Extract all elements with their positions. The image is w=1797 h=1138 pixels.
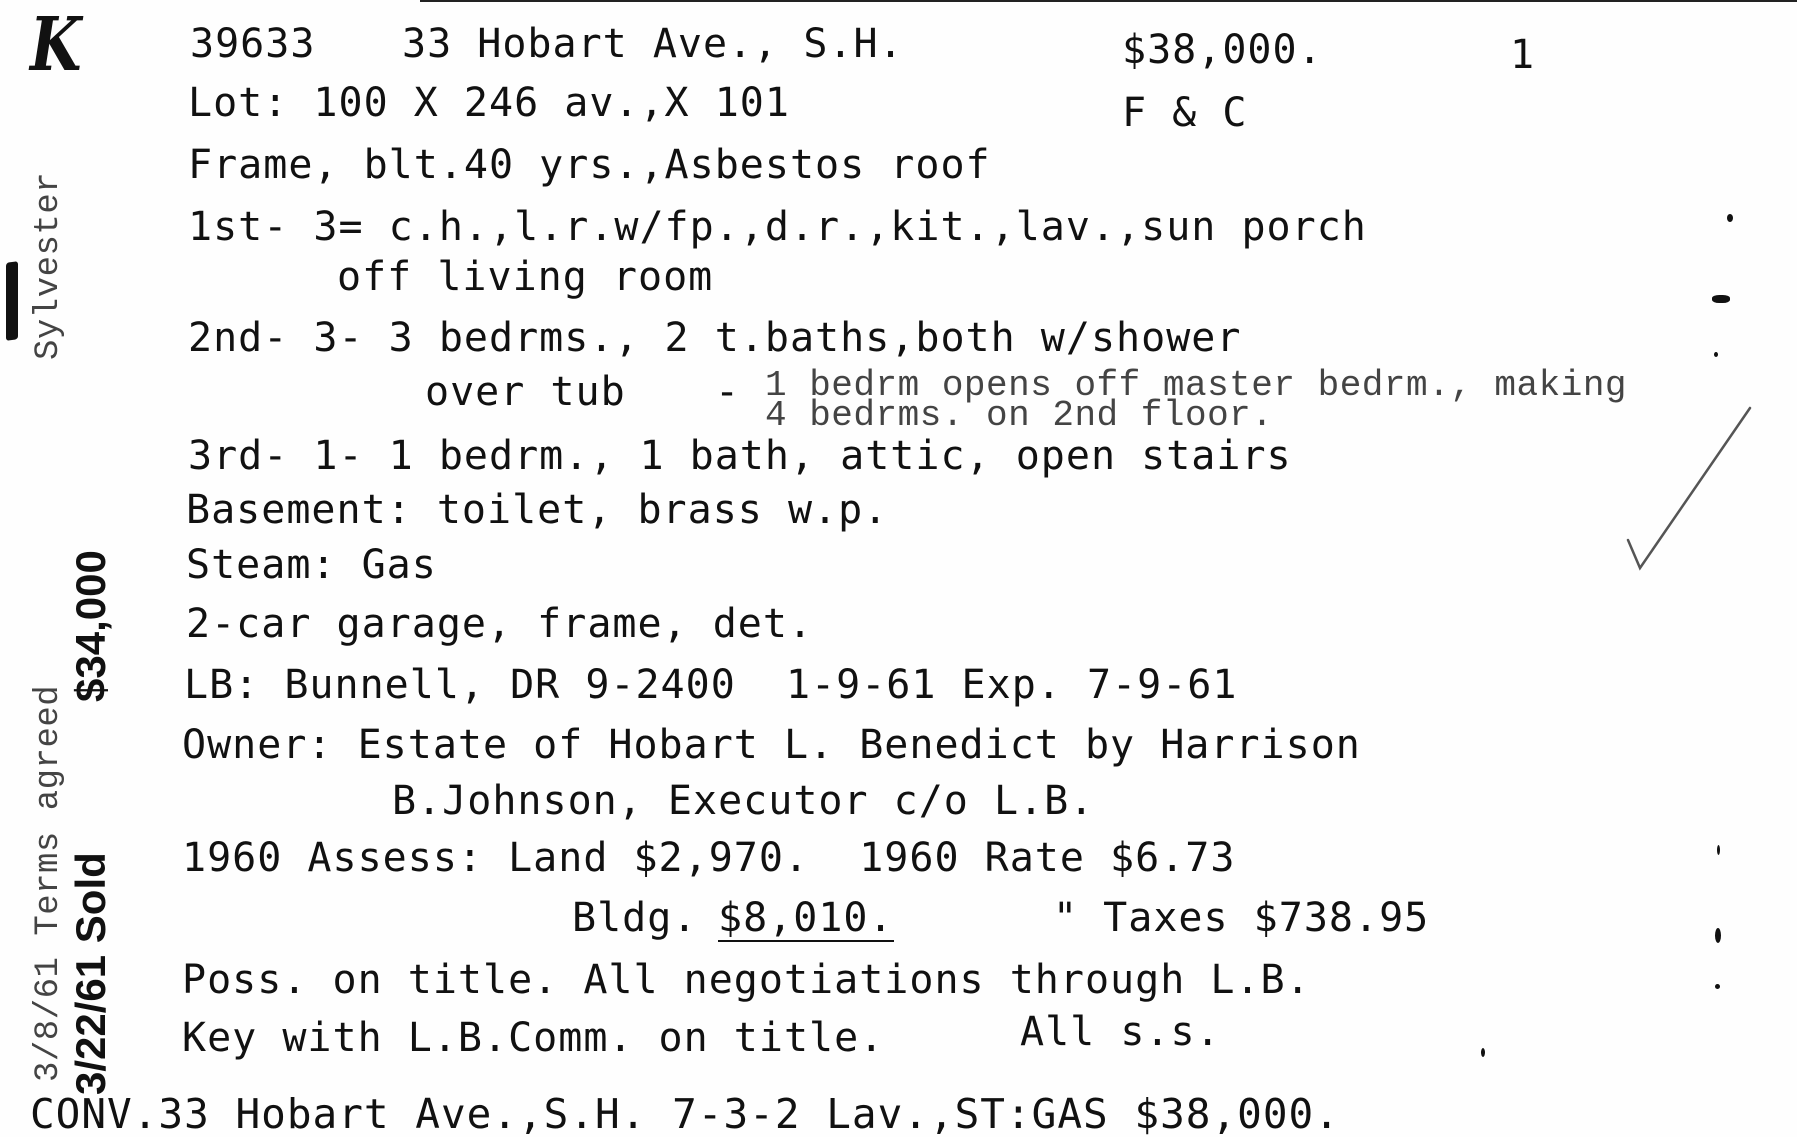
basement-details: Basement: toilet, brass w.p.: [186, 487, 889, 533]
possession-terms: Poss. on title. All negotiations through L.B.: [182, 957, 1311, 1003]
margin-stamp-sold-price: $34,000: [67, 550, 114, 702]
property-address: 33 Hobart Ave., S.H.: [402, 21, 904, 67]
assessment-building-value: $8,010.: [718, 895, 894, 941]
key-arrangement: Key with L.B.Comm. on title.: [182, 1015, 885, 1061]
corner-letter-mark: K: [30, 2, 82, 88]
lot-size: Lot: 100 X 246 av.,X 101: [188, 80, 790, 126]
owner-line-cont: B.Johnson, Executor c/o L.B.: [392, 778, 1095, 824]
margin-stamp-terms-agreed: 3/8/61 Terms agreed: [30, 684, 68, 1082]
ink-speck: [1727, 214, 1733, 222]
listing-broker: LB: Bunnell, DR 9-2400 1-9-61 Exp. 7-9-61: [184, 662, 1238, 708]
listing-number: 39633: [190, 21, 316, 67]
assessment-land: 1960 Assess: Land $2,970. 1960 Rate $6.73: [182, 835, 1236, 881]
card-number: 1: [1510, 32, 1536, 78]
summary-line: CONV.33 Hobart Ave.,S.H. 7-3-2 Lav.,ST:GAS $38,000.: [30, 1090, 1340, 1138]
second-floor-note-dash: -: [715, 369, 741, 415]
ink-speck: [1715, 928, 1721, 943]
first-floor-rooms-cont: off living room: [337, 254, 714, 300]
second-floor-rooms-cont: over tub: [425, 369, 626, 415]
second-floor-note-line1: 1 bedrm opens off master bedrm., making: [765, 365, 1628, 406]
left-edge-ink-mark: [6, 261, 18, 341]
garage-details: 2-car garage, frame, det.: [186, 601, 814, 647]
margin-stamp-sylvester: Sylvester: [30, 171, 68, 360]
second-floor-note-line2: 4 bedrms. on 2nd floor.: [765, 395, 1274, 436]
third-floor-rooms: 3rd- 1- 1 bedrm., 1 bath, attic, open stairs: [188, 433, 1292, 479]
check-mark-icon: [1620, 400, 1760, 580]
ink-speck: [1712, 295, 1730, 303]
first-floor-rooms: 1st- 3= c.h.,l.r.w/fp.,d.r.,kit.,lav.,sun porch: [188, 204, 1367, 250]
taxes: " Taxes $738.95: [1053, 895, 1430, 941]
asking-price: $38,000.: [1122, 27, 1323, 73]
ink-speck: [1715, 984, 1720, 989]
key-arrangement-ss: All s.s.: [1020, 1009, 1221, 1055]
heating-details: Steam: Gas: [186, 542, 437, 588]
assessment-building-label: Bldg.: [572, 895, 698, 941]
card-top-edge: [420, 0, 1797, 2]
owner-line: Owner: Estate of Hobart L. Benedict by Harrison: [182, 722, 1361, 768]
second-floor-rooms: 2nd- 3- 3 bedrms., 2 t.baths,both w/shower: [188, 315, 1242, 361]
ink-speck: [1717, 845, 1720, 855]
ink-speck: [1714, 352, 1718, 357]
construction-details: Frame, blt.40 yrs.,Asbestos roof: [188, 142, 991, 188]
ink-speck: [1481, 1048, 1485, 1057]
margin-stamp-sold: 3/22/61 Sold: [67, 852, 114, 1095]
financing-terms: F & C: [1122, 90, 1248, 136]
